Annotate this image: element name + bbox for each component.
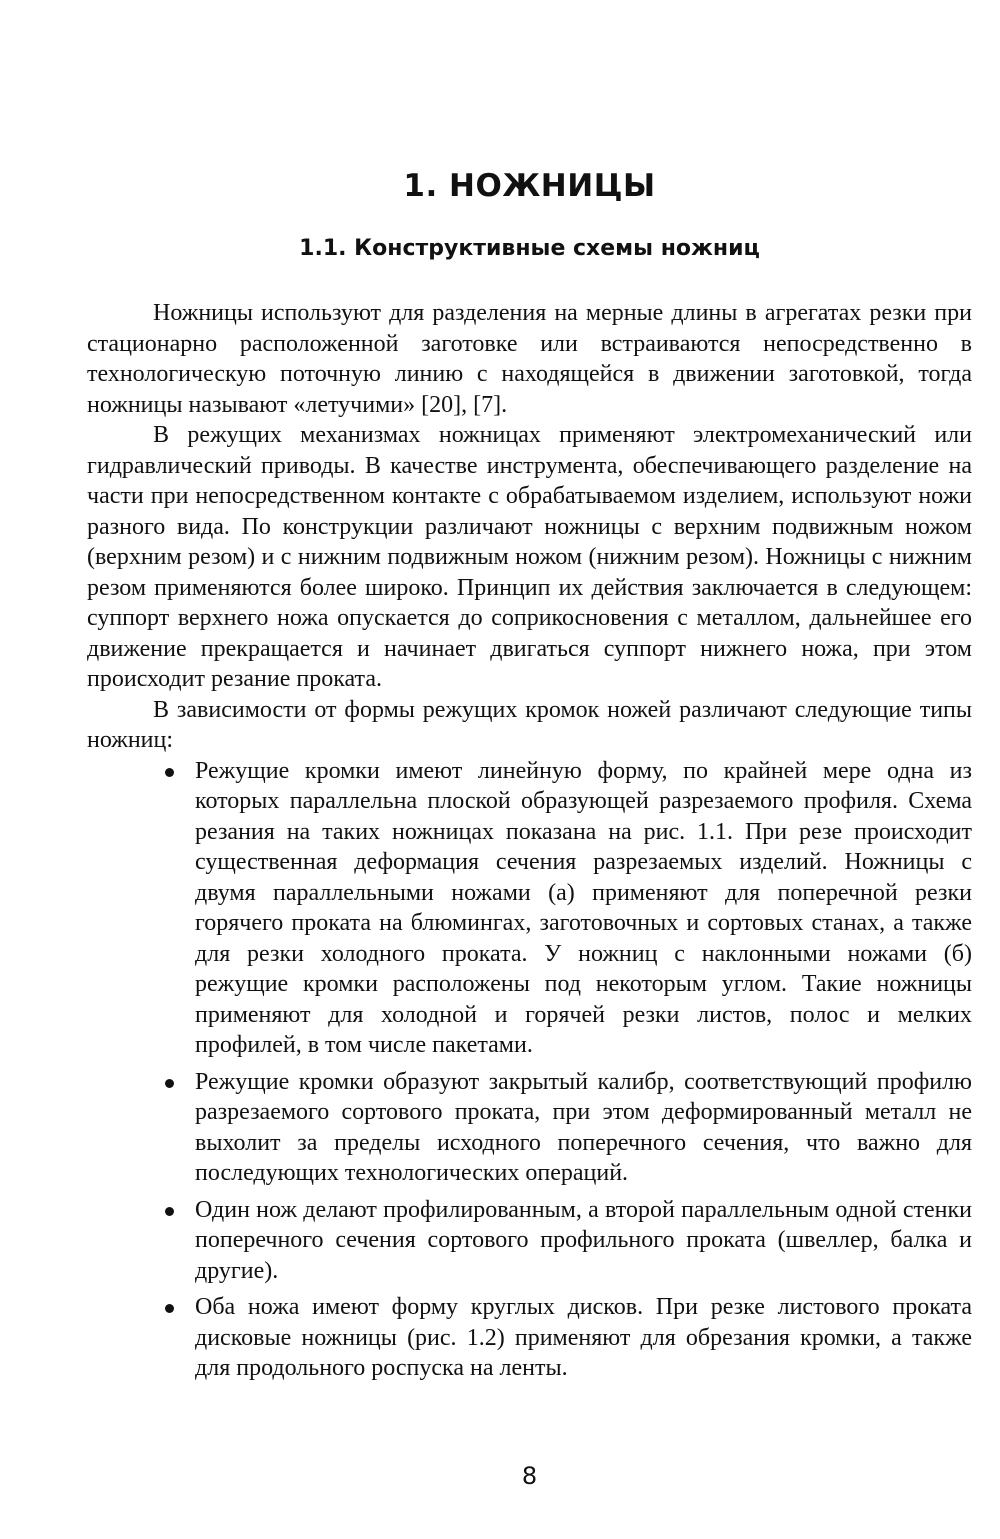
book-page [87, 0, 972, 1539]
list-item [195, 1195, 972, 1287]
list-item-text: Режущие кромки образуют закрытый калибр, соответствующий профилю разрезаемого сортового проката, при этом деформированный металл не выхолит за пределы исходного поперечного сечения, что важно для последующих технологических операций. [195, 1068, 972, 1186]
body-text [87, 298, 972, 1390]
bullet-icon [165, 768, 174, 777]
bullet-icon [165, 1304, 174, 1313]
list-item [195, 1292, 972, 1384]
list-item [195, 756, 972, 1061]
list-item-text: Оба ножа имеют форму круглых дисков. При резке листового проката дисковые ножницы (рис. 1.2) применяют для обрезания кромки, а также для продольного роспуска на ленты. [195, 1294, 972, 1381]
list-item-text: Один нож делают профилированным, а второй параллельным одной стенки поперечного сечения сортового профильного проката (швеллер, балка и другие). [195, 1196, 972, 1284]
list-item-text: Режущие кромки имеют линейную форму, по крайней мере одна из которых параллельна плоской образующей разрезаемого профиля. Схема резания на таких ножницах показана на рис. 1.1. При резе происходит существенная деформация сечения разрезаемых изделий. Ножницы с двумя параллельными ножами (а) применяют для поперечной резки горячего проката на блюмингах, заготовочных и сортовых станах, а также для резки холодного проката. У ножниц с наклонными ножами (б) режущие кромки расположены под некоторым углом. Такие ножницы применяют для холодной и горячей резки листов, полос и мелких профилей, в том числе пакетами. [195, 757, 972, 1058]
page-number: 8 [521, 1462, 538, 1490]
chapter-title: 1. НОЖНИЦЫ [403, 168, 656, 204]
paragraph: В режущих механизмах ножницах применяют электромеханический или гидравлический приводы. В качестве инструмента, обеспечивающего разделение на части при непосредственном контакте с обрабатываемом изделием, используют ножи разного вида. По конструкции различают ножницы с верхним подвижным ножом (верхним резом) и с нижним подвижным ножом (нижним резом). Ножницы с нижним резом применяются более широко. Принцип их действия заключается в следующем: суппорт верхнего ножа опускается до соприкосновения с металлом, дальнейшее его движение прекращается и начинает двигаться суппорт нижнего ножа, при этом происходит резание проката. [87, 422, 972, 692]
paragraph: В зависимости от формы режущих кромок ножей различают следующие типы ножниц: [87, 696, 972, 753]
bullet-icon [165, 1207, 174, 1216]
section-title: 1.1. Конструктивные схемы ножниц [299, 236, 760, 261]
list-item [195, 1067, 972, 1189]
bullet-icon [165, 1079, 174, 1088]
bullet-list [87, 756, 972, 1384]
paragraph: Ножницы используют для разделения на мерные длины в агрегатах резки при стационарно расположенной заготовке или встраиваются непосредственно в технологическую поточную линию с находящейся в движении заготовкой, тогда ножницы называют «летучими» [20], [7]. [87, 300, 972, 418]
